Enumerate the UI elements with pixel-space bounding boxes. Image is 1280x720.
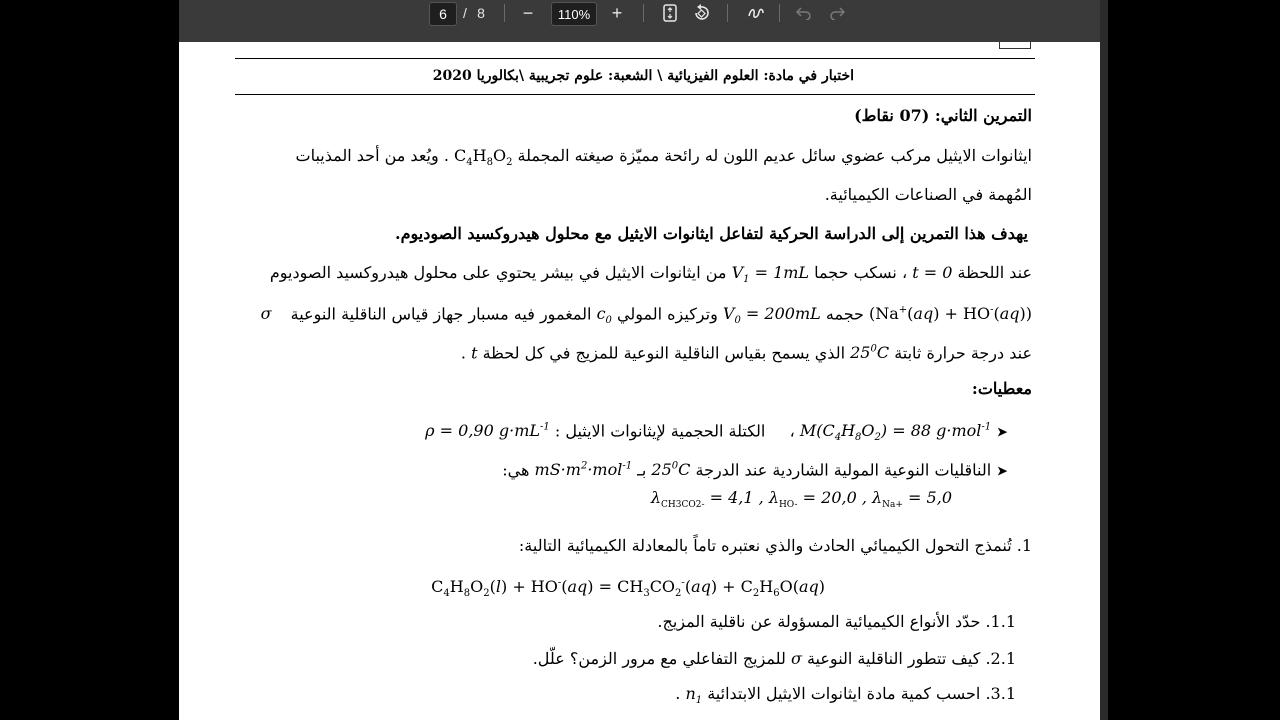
paragraph-line: المُهمة في الصناعات الكيميائية.: [824, 185, 1032, 204]
question-2-1: 2.1. كيف تتطور الناقلية النوعية σ للمزيج التفاعلي مع مرور الزمن؟ علّل.: [532, 649, 1016, 668]
page-separator: /: [463, 5, 467, 21]
data-item: ➤ $M(C_4H_8O_2) = 88$ g·mol$^{-1}$ ، الكتلة الحجمية لإيثانوات الايثيل : ρ = 0,90 $g\cdot mL^{-1}$: [425, 421, 1008, 444]
redo-icon[interactable]: [825, 0, 849, 26]
exercise-title: التمرين الثاني: (07 نقاط): [854, 106, 1032, 125]
rotate-icon[interactable]: [689, 0, 713, 26]
viewer-background-right: [1100, 0, 1280, 720]
question-1: 1. تُنمذج التحول الكيميائي الحادث والذي نعتبره تاماً بالمعادلة الكيميائية التالية:: [518, 536, 1032, 555]
toolbar-divider: [643, 4, 644, 22]
header-rule-bottom: [235, 94, 1035, 95]
page-number-input[interactable]: [429, 2, 457, 26]
page-corner-mark: [999, 42, 1031, 49]
undo-icon[interactable]: [792, 0, 816, 26]
pdf-page: [179, 42, 1100, 720]
viewer-background-left: [0, 0, 179, 720]
data-item: ➤ الناقليات النوعية المولية الشاردية عند الدرجة $25^0C$ بـ $mS\cdot m^2\cdot mol^{-1}$ هي:: [502, 460, 1008, 480]
current-page: 6: [439, 6, 447, 22]
paragraph-line: (Na+(aq) + HO-(aq)) حجمه $V_0 = 200mL$ وتركيزه المولي $c_0$ المغمور فيه مسبار جهاز قياس الناقلية النوعية σ: [260, 304, 1032, 327]
aim-statement: يهدف هذا التمرين إلى الدراسة الحركية لتفاعل ايثانوات الايثيل مع محلول هيدروكسيد الصوديوم.: [395, 224, 1028, 243]
bullet-arrow-icon: ➤: [996, 424, 1008, 441]
zoom-level-input[interactable]: 110%: [551, 2, 597, 26]
toolbar-divider: [504, 4, 505, 22]
fit-page-icon[interactable]: [659, 0, 681, 26]
question-3-1: 3.1. احسب كمية مادة ايثانوات الايثيل الابتدائية $n_1$ .: [675, 684, 1016, 707]
formula: $C_4H_8O_2$: [454, 146, 513, 169]
lambda-values: $\lambda_{CH3CO2-} = 4,1$ , $\lambda_{HO-} = 20,0$ , $\lambda_{Na+} = 5,0$: [650, 488, 952, 511]
toolbar-divider: [779, 4, 780, 22]
exam-header: اختبار في مادة: العلوم الفيزيائية \ الشعبة: علوم تجريبية \بكالوريا 2020: [432, 68, 854, 84]
chemical-equation: $C_4H_8O_2(l) + HO^-(aq) = CH_3CO_2^-(aq) + C_2H_6O(aq)$: [431, 577, 825, 600]
total-pages: 8: [477, 5, 485, 21]
data-title: معطيات:: [971, 379, 1032, 398]
zoom-out-button[interactable]: −: [522, 2, 534, 23]
paragraph-line: عند اللحظة t = 0 ، نسكب حجما $V_1 = 1mL$ من ايثانوات الايثيل في بيشر يحتوي على محلول هيدروكسيد الصوديوم: [269, 263, 1032, 286]
header-rule-top: [235, 58, 1035, 59]
toolbar-divider: [727, 4, 728, 22]
paragraph-line: ايثانوات الايثيل مركب عضوي سائل عديم اللون له رائحة مميّزة صيغته المجملة $C_4H_8O_2$ . ويُعد من أحد المذيبات: [295, 146, 1032, 169]
zoom-in-button[interactable]: +: [611, 2, 623, 23]
bullet-arrow-icon: ➤: [996, 463, 1008, 480]
paragraph-line: عند درجة حرارة ثابتة $25^0C$ الذي يسمح بقياس الناقلية النوعية للمزيج في كل لحظة t .: [460, 343, 1032, 363]
question-1-1: 1.1. حدّد الأنواع الكيميائية المسؤولة عن ناقلية المزيج.: [657, 612, 1016, 631]
draw-icon[interactable]: [744, 0, 768, 26]
vertical-scrollbar[interactable]: [1100, 0, 1108, 720]
pdf-toolbar: [179, 0, 1100, 42]
